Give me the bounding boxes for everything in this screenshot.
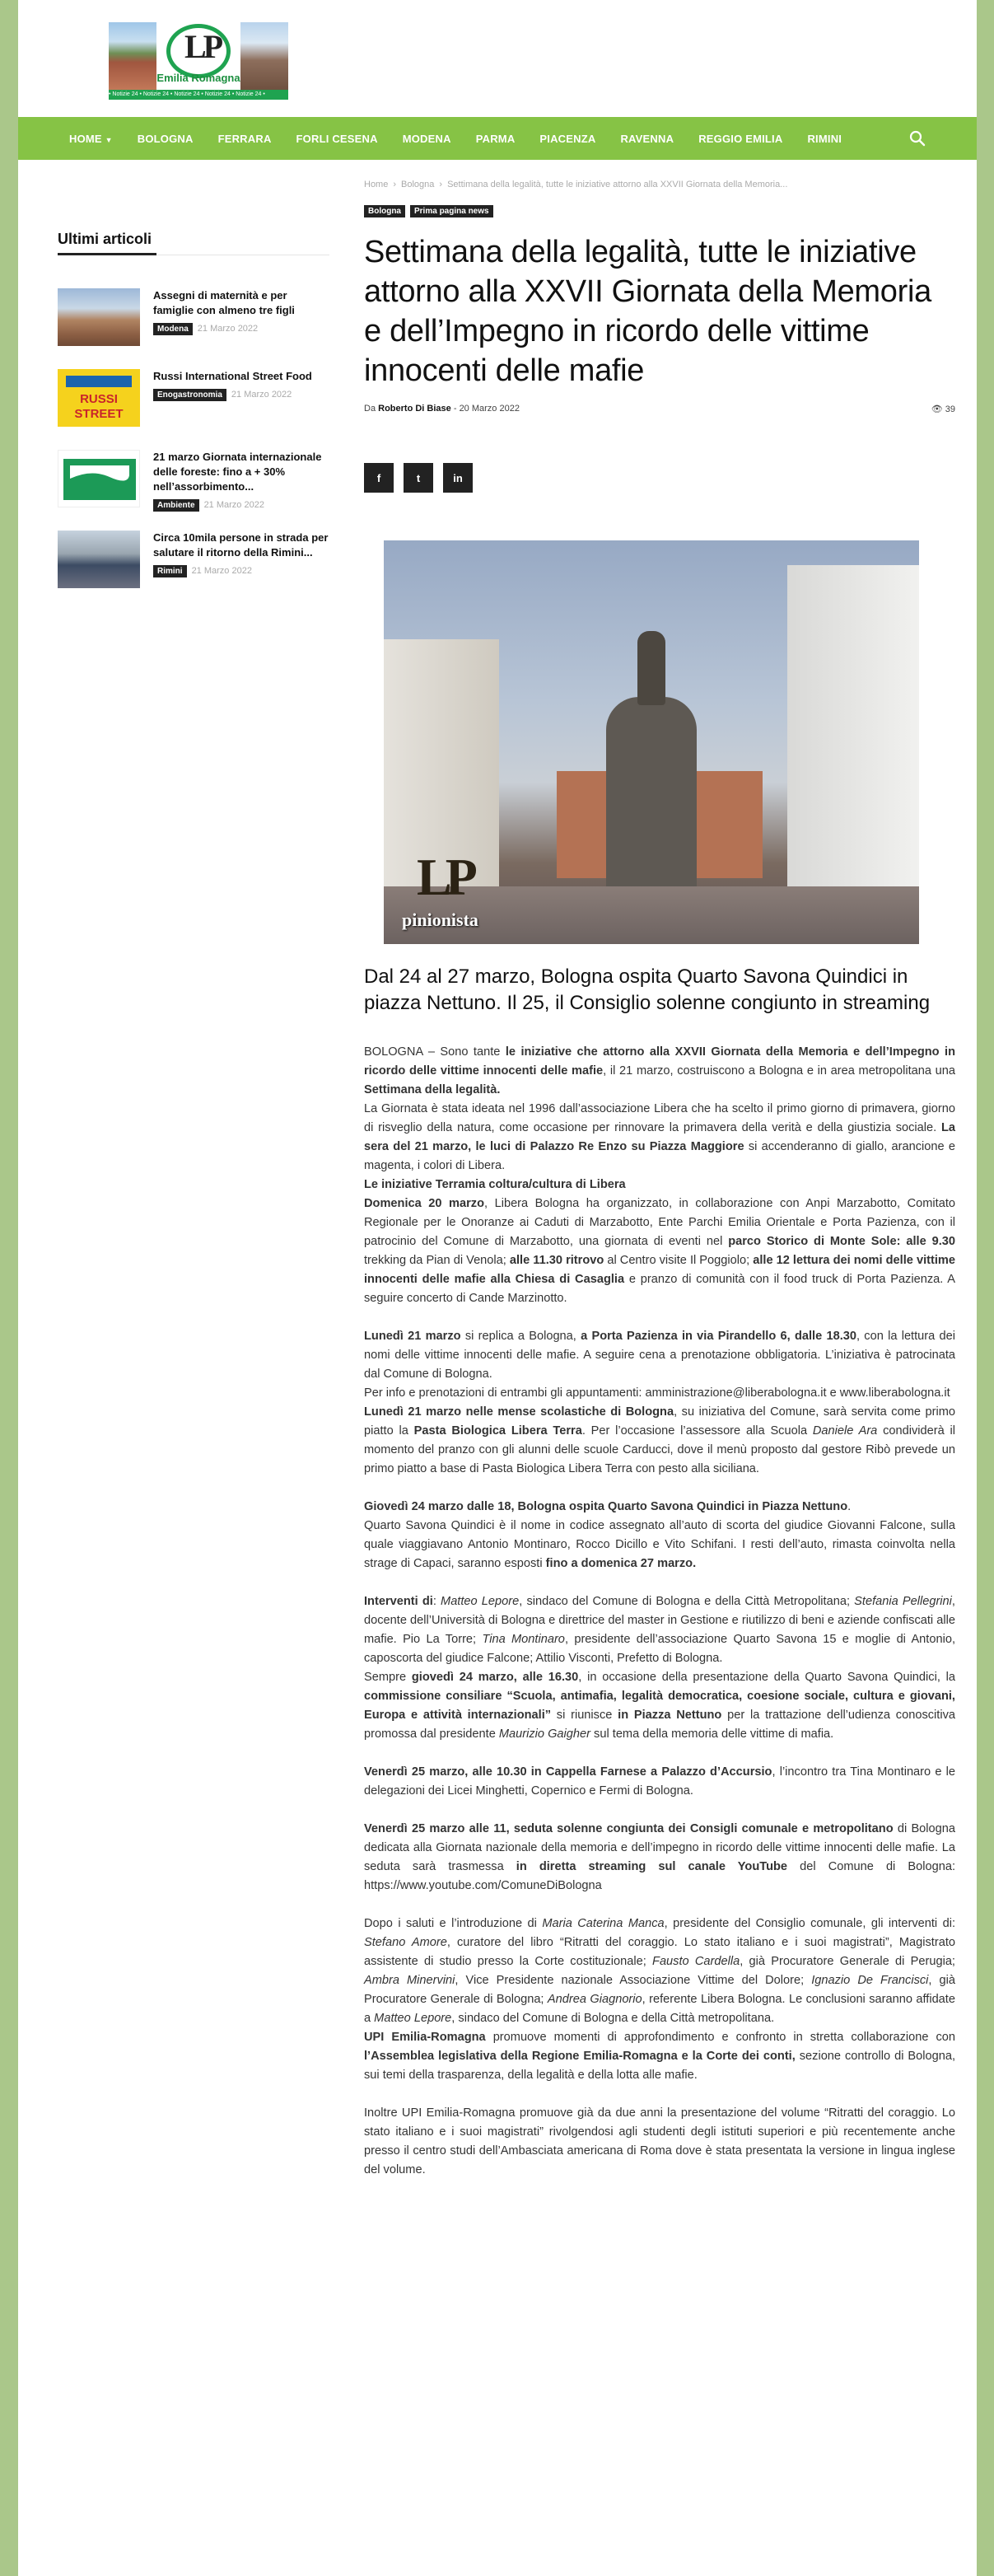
category-badge[interactable]: Ambiente: [153, 499, 199, 512]
nav-item-bologna[interactable]: BOLOGNA: [137, 132, 194, 145]
contact-links[interactable]: Per info e prenotazioni di entrambi gli appuntamenti: amministrazione@liberabologna.it e www.liberabologna.it: [364, 1386, 950, 1400]
text-italic: Fausto Cardella: [652, 1955, 740, 1968]
spacer: [364, 1801, 955, 1820]
text-bold: La sera del 21 marzo, le luci di Palazzo Re Enzo su Piazza Maggiore: [364, 1121, 955, 1153]
text: per la trattazione dell’udienza conoscitiva promossa dal presidente: [364, 1709, 955, 1741]
paragraph: [364, 1592, 955, 1668]
text-bold: Domenica 20 marzo: [364, 1197, 485, 1210]
paragraph: [364, 1403, 955, 1479]
text: Inoltre UPI Emilia-Romagna promuove già da due anni la presentazione del volume “Ritratti del coraggio. Lo stato italiano e i suoi magistrati” rivolgendosi agli studenti degli istituti superiori e più recentemente anche presso il centro studi dell’Ambasciata americana di Roma dove è stata presentata la versione in lingua inglese del volume.: [364, 2106, 955, 2176]
breadcrumb-current: Settimana della legalità, tutte le iniziative attorno alla XXVII Giornata della Memoria...: [447, 180, 788, 189]
text: , l’incontro tra Tina Montinaro e le delegazioni dei Licei Minghetti, Copernico e Fermi di Bologna.: [364, 1765, 955, 1798]
nav-item-ferrara[interactable]: FERRARA: [217, 132, 272, 145]
logo-title: Emilia Romagna: [156, 72, 240, 84]
paragraph: [364, 1668, 955, 1744]
category-badge[interactable]: Enogastronomia: [153, 389, 226, 401]
list-item[interactable]: [58, 450, 329, 531]
nav-item-reggio-emilia[interactable]: REGGIO EMILIA: [698, 132, 783, 145]
byline-separator: -: [453, 404, 457, 414]
logo-photo-right: [240, 22, 288, 91]
text-bold: Lunedì 21 marzo nelle mense scolastiche di Bologna: [364, 1405, 674, 1419]
text: , su iniziativa del Comune, sarà servita come primo piatto la: [364, 1405, 955, 1438]
list-item[interactable]: [58, 369, 329, 450]
spacer: [364, 1479, 955, 1498]
text-bold: Le iniziative Terramia coltura/cultura di Libera: [364, 1178, 626, 1191]
linkedin-share-button[interactable]: [443, 463, 473, 493]
article-thumbnail[interactable]: [58, 450, 140, 507]
text: , il 21 marzo, costruiscono a Bologna e in area metropolitana una: [603, 1064, 955, 1078]
linkedin-icon: in: [453, 471, 463, 484]
list-item[interactable]: [58, 288, 329, 369]
text-bold: fino a domenica 27 marzo.: [545, 1557, 697, 1570]
article-body: [364, 1043, 955, 2180]
text: condividerà il momento del pranzo con gli alunni delle scuole Carducci, dove il menù proposto dal gestore Ribò prevede un primo piatto a base di Pasta Biologica Libera Terra con pesto alla siciliana.: [364, 1424, 956, 1475]
view-count: [931, 404, 955, 414]
text: , sindaco del Comune di Bologna e della Città metropolitana.: [451, 2012, 775, 2025]
article-byline: [364, 404, 955, 415]
paragraph: [364, 1327, 955, 1384]
text: si accenderanno di giallo, arancione e magenta, i colori di Libera.: [364, 1140, 955, 1172]
text-italic: Daniele Ara: [812, 1424, 878, 1438]
text: , referente Libera Bologna. Le conclusioni saranno affidate a: [364, 1993, 955, 2025]
text-italic: Maurizio Gaigher: [498, 1727, 590, 1741]
author-link[interactable]: Roberto Di Biase: [378, 404, 451, 414]
article-link[interactable]: Assegni di maternità e per famiglie con almeno tre figli: [153, 289, 295, 316]
article-thumbnail[interactable]: [58, 531, 140, 588]
breadcrumb-category[interactable]: Bologna: [401, 180, 435, 189]
logo-strip: • Notizie 24 • Notizie 24 • Notizie 24 • Notizie 24 • Notizie 24 •: [109, 90, 288, 100]
article-tags: [364, 203, 955, 217]
breadcrumb: [364, 180, 955, 189]
text-bold: parco Storico di Monte Sole: alle 9.30: [728, 1235, 955, 1248]
text-italic: Ignazio De Francisci: [811, 1974, 929, 1987]
text: , curatore del libro “Ritratti del coraggio. Lo stato italiano e i suoi magistrati”, Magistrato assistente di studio presso la Corte costituzionale;: [364, 1936, 955, 1968]
youtube-link[interactable]: del Comune di Bologna: https://www.youtube.com/ComuneDiBologna: [364, 1860, 955, 1892]
forest-logo-icon: [58, 451, 141, 508]
spacer: [364, 1744, 955, 1763]
nav-item-rimini[interactable]: RIMINI: [807, 132, 842, 145]
text-bold: alle 12 lettura dei nomi delle vittime innocenti delle mafie alla Chiesa di Casaglia: [364, 1254, 955, 1286]
text-italic: Maria Caterina Manca: [542, 1917, 665, 1930]
text: promuove momenti di approfondimento e confronto in stretta collaborazione con: [485, 2031, 955, 2044]
text: Quarto Savona Quindici è il nome in codice assegnato all’auto di scorta del giudice Giovanni Falcone, sulla quale viaggiavano Antonio Montinaro, Rocco Dicillo e Vito Schifani. I resti dell’auto, rimasta coinvolta nella strage di Capaci, saranno esposti: [364, 1519, 955, 1570]
nav-item-home[interactable]: [69, 133, 113, 145]
article-date: 20 Marzo 2022: [459, 404, 520, 414]
chevron-down-icon: ▼: [105, 135, 113, 144]
paragraph: [364, 2028, 955, 2085]
site-logo[interactable]: [109, 22, 288, 100]
text: , in occasione della presentazione della Quarto Savona Quindici, la: [578, 1671, 956, 1684]
text-bold: in diretta streaming sul canale YouTube: [516, 1860, 788, 1873]
logo-photo-left: [109, 22, 156, 91]
text: e pranzo di comunità con il food truck di Porta Pazienza. A seguire concerto di Cande Marzinotto.: [364, 1273, 955, 1305]
text: . Per l’occasione l’assessore alla Scuola: [581, 1424, 813, 1438]
text: Sempre: [364, 1671, 412, 1684]
article-title: Settimana della legalità, tutte le iniziative attorno alla XXVII Giornata della Memoria e dell’Impegno in ricordo delle vittime innocenti delle mafie: [364, 235, 931, 388]
photo-watermark-mark: LP: [417, 848, 471, 906]
nav-item-piacenza[interactable]: PIACENZA: [539, 132, 596, 145]
text-bold: Interventi di: [364, 1595, 433, 1608]
text-bold: a Porta Pazienza in via Pirandello 6, dalle 18.30: [581, 1330, 856, 1343]
thumbnail-text: RUSSI STREET: [74, 392, 124, 421]
article-date: 21 Marzo 2022: [231, 390, 292, 400]
text-bold: alle 11.30 ritrovo: [509, 1254, 604, 1267]
text: al Centro visite Il Poggiolo;: [604, 1254, 754, 1267]
facebook-icon: f: [376, 471, 381, 484]
category-badge[interactable]: Modena: [153, 323, 193, 335]
main-nav: [18, 117, 977, 160]
text-bold: Venerdì 25 marzo alle 11, seduta solenne congiunta dei Consigli comunale e metropolitano: [364, 1822, 894, 1835]
text-bold: Settimana della legalità.: [364, 1083, 501, 1096]
text: , con la lettura dei nomi delle vittime innocenti delle mafie. A seguire cena a prenotazione obbligatoria. L’iniziativa è patrocinata dal Comune di Bologna.: [364, 1330, 955, 1381]
text: BOLOGNA – Sono tante: [364, 1045, 506, 1059]
text-bold: Venerdì 25 marzo, alle 10.30 in Cappella Farnese a Palazzo d’Accursio: [364, 1765, 772, 1779]
spacer: [364, 1573, 955, 1592]
paragraph: [364, 1384, 955, 1403]
sidebar: [58, 231, 329, 611]
spacer: [364, 1308, 955, 1327]
article-photo: [384, 540, 919, 944]
text: La Giornata è stata ideata nel 1996 dall’associazione Libera che ha scelto il primo giorno di primavera, giorno di risveglio della natura, come occasione per rinnovare la primavera della verità e della giustizia sociale.: [364, 1102, 955, 1134]
article-date: 21 Marzo 2022: [203, 500, 264, 510]
logo-mark: LP: [184, 28, 221, 65]
text-bold: le iniziative che attorno alla XXVII Giornata della Memoria e dell’Impegno in ricordo delle vittime innocenti delle mafie: [364, 1045, 955, 1078]
text: sul tema della memoria delle vittime di mafia.: [590, 1727, 834, 1741]
view-count-value: 39: [945, 404, 955, 414]
text-italic: Stefania Pellegrini: [854, 1595, 952, 1608]
article-thumbnail[interactable]: [58, 288, 140, 346]
paragraph: [364, 2104, 955, 2180]
eye-icon: 👁: [931, 404, 943, 414]
article-thumbnail[interactable]: [58, 369, 140, 427]
paragraph: [364, 1820, 955, 1896]
article-date: 21 Marzo 2022: [197, 324, 259, 334]
article: [364, 168, 955, 2180]
paragraph: [364, 1043, 955, 1100]
photo-fountain: [606, 697, 697, 911]
article-link[interactable]: Russi International Street Food: [153, 370, 312, 382]
nav-item-modena[interactable]: MODENA: [402, 132, 451, 145]
text: , già Procuratore Generale di Perugia;: [740, 1955, 955, 1968]
breadcrumb-separator: ›: [393, 180, 397, 189]
nav-item-parma[interactable]: PARMA: [475, 132, 516, 145]
text-italic: Matteo Lepore: [441, 1595, 520, 1608]
site-header: [18, 0, 977, 117]
photo-statue: [637, 631, 665, 705]
text: .: [847, 1500, 852, 1513]
nav-item-label: HOME: [69, 132, 102, 145]
text: , sindaco del Comune di Bologna e della Città Metropolitana;: [519, 1595, 855, 1608]
text-bold: giovedì 24 marzo, alle 16.30: [411, 1671, 579, 1684]
text: si replica a Bologna,: [460, 1330, 581, 1343]
text: trekking da Pian di Venola;: [364, 1254, 510, 1267]
text-italic: Andrea Giagnorio: [547, 1993, 642, 2006]
text-bold: in Piazza Nettuno: [618, 1709, 722, 1722]
paragraph: [364, 1763, 955, 1801]
paragraph: [364, 1100, 955, 1176]
text-bold: Giovedì 24 marzo dalle 18, Bologna ospita Quarto Savona Quindici in Piazza Nettuno: [364, 1500, 848, 1513]
paragraph: [364, 1914, 955, 2028]
text: si riunisce: [551, 1709, 618, 1722]
byline-prefix: Da: [364, 404, 376, 414]
nav-item-ravenna[interactable]: RAVENNA: [620, 132, 674, 145]
article-subtitle: Dal 24 al 27 marzo, Bologna ospita Quarto Savona Quindici in piazza Nettuno. Il 25, il Consiglio solenne congiunto in streaming: [364, 965, 931, 1014]
sidebar-title: Ultimi articoli: [58, 231, 329, 255]
text-italic: Matteo Lepore: [374, 2012, 452, 2025]
page: [18, 0, 977, 2576]
breadcrumb-home[interactable]: Home: [364, 180, 389, 189]
text: Dopo i saluti e l’introduzione di: [364, 1917, 543, 1930]
breadcrumb-separator: ›: [439, 180, 443, 189]
text: sezione controllo di Bologna, sui temi della trasparenza, della legalità e della lotta alle mafie.: [364, 2050, 955, 2082]
tag-bologna[interactable]: Bologna: [364, 205, 405, 217]
text-bold: commissione consiliare “Scuola, antimafia, legalità democratica, coesione sociale, cultura e giovani, Europa e attività internazionali”: [364, 1690, 955, 1722]
search-icon[interactable]: [909, 130, 926, 147]
facebook-share-button[interactable]: [364, 463, 394, 493]
paragraph: [364, 1194, 955, 1308]
article-link[interactable]: Circa 10mila persone in strada per salutare il ritorno della Rimini...: [153, 531, 329, 559]
text-bold: Pasta Biologica Libera Terra: [413, 1424, 582, 1438]
spacer: [364, 2085, 955, 2104]
twitter-share-button[interactable]: [404, 463, 433, 493]
text-bold: UPI Emilia-Romagna: [364, 2031, 486, 2044]
twitter-icon: t: [416, 471, 421, 484]
spacer: [364, 1896, 955, 1914]
share-buttons: [364, 463, 955, 493]
photo-watermark: pinionista: [402, 909, 478, 930]
paragraph-heading: [364, 1176, 955, 1194]
category-badge[interactable]: Rimini: [153, 565, 187, 577]
paragraph: [364, 1517, 955, 1573]
nav-item-forli-cesena[interactable]: FORLI CESENA: [296, 132, 378, 145]
list-item[interactable]: [58, 531, 329, 611]
article-link[interactable]: 21 marzo Giornata internazionale delle foreste: fino a + 30% nell’assorbimento...: [153, 451, 322, 493]
text-italic: Ambra Minervini: [364, 1974, 455, 1987]
text: , Vice Presidente nazionale Associazione Vittime del Dolore;: [455, 1974, 812, 1987]
text: , presidente del Consiglio comunale, gli interventi di:: [664, 1917, 956, 1930]
paragraph: [364, 1498, 955, 1517]
text: di Bologna dedicata alla Giornata nazionale della memoria e dell’impegno in ricordo delle vittime innocenti delle mafie. La seduta sarà trasmessa: [364, 1822, 956, 1873]
text: , già Procuratore Generale di Bologna;: [364, 1974, 955, 2006]
text-bold: l’Assemblea legislativa della Regione Emilia-Romagna e la Corte dei conti,: [364, 2050, 796, 2063]
text: :: [432, 1595, 441, 1608]
text: , Libera Bologna ha organizzato, in collaborazione con Anpi Marzabotto, Comitato Regionale per le Onoranze ai Caduti di Marzabotto, Ente Parchi Emilia Orientale e Porta Pazienza, con il patrocinio del Comune di Marzabotto, una giornata di eventi nel: [364, 1197, 955, 1248]
article-date: 21 Marzo 2022: [191, 566, 252, 576]
text-italic: Tina Montinaro: [482, 1633, 565, 1646]
text: , presidente dell’associazione Quarto Savona 15 e moglie di Antonio, caposcorta del giudice Falcone; Attilio Visconti, Prefetto di Bologna.: [364, 1633, 956, 1665]
text: , docente dell’Università di Bologna e direttrice del master in Gestione e riutilizzo di beni e aziende confiscati alle mafie. Pio La Torre;: [364, 1595, 955, 1646]
text-italic: Stefano Amore: [364, 1936, 447, 1949]
tag-prima-pagina[interactable]: Prima pagina news: [410, 205, 493, 217]
text-bold: Lunedì 21 marzo: [364, 1330, 461, 1343]
